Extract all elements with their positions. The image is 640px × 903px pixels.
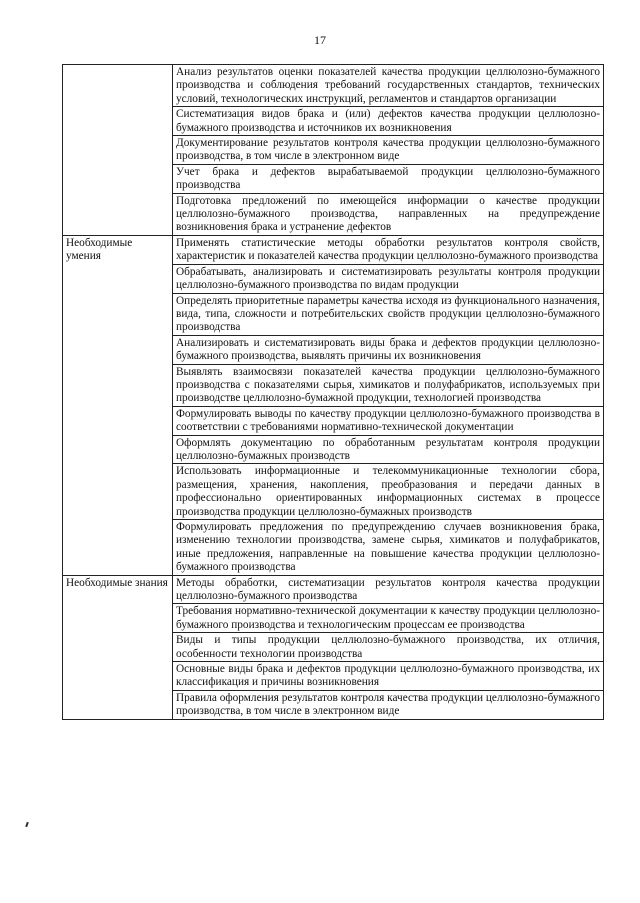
- section-category: Необходимые знания: [63, 575, 173, 719]
- requirement-item: Анализ результатов оценки показателей качества продукции целлюлозно-бумажного производства и соблюдения требований государственных стандартов, технических условий, технологических инструкций, регламентов и стандартов организации: [173, 65, 604, 107]
- requirement-item: Обрабатывать, анализировать и систематизировать результаты контроля продукции целлюлозно-бумажного производства по видам продукции: [173, 264, 604, 293]
- page-number: 17: [314, 33, 326, 47]
- section-category: [63, 65, 173, 236]
- requirement-item: Применять статистические методы обработки результатов контроля свойств, характеристик и показателей качества продукции целлюлозно-бумажного производства: [173, 235, 604, 264]
- requirement-item: Учет брака и дефектов вырабатываемой продукции целлюлозно-бумажного производства: [173, 164, 604, 193]
- table-row: [63, 575, 604, 604]
- table-row: [63, 235, 604, 264]
- requirement-item: Виды и типы продукции целлюлозно-бумажного производства, их отличия, особенности технологии производства: [173, 633, 604, 662]
- requirement-item: Требования нормативно-технической документации к качеству продукции целлюлозно-бумажного производства и технологическим процессам ее производства: [173, 604, 604, 633]
- requirement-item: Документирование результатов контроля качества продукции целлюлозно-бумажного производства, в том числе в электронном виде: [173, 136, 604, 165]
- margin-mark: [25, 822, 29, 827]
- requirements-table: [62, 64, 604, 720]
- requirement-item: Оформлять документацию по обработанным результатам контроля продукции целлюлозно-бумажных производств: [173, 435, 604, 464]
- requirement-item: Формулировать выводы по качеству продукции целлюлозно-бумажного производства в соответствии с требованиями нормативно-технической документации: [173, 406, 604, 435]
- requirement-item: Анализировать и систематизировать виды брака и дефектов продукции целлюлозно-бумажного производства, выявлять причины их возникновения: [173, 335, 604, 364]
- section-category: Необходимые умения: [63, 235, 173, 575]
- requirement-item: Правила оформления результатов контроля качества продукции целлюлозно-бумажного производства, в том числе в электронном виде: [173, 690, 604, 719]
- requirement-item: Систематизация видов брака и (или) дефектов качества продукции целлюлозно-бумажного производства и источников их возникновения: [173, 107, 604, 136]
- table-row: [63, 65, 604, 107]
- requirement-item: Подготовка предложений по имеющейся информации о качестве продукции целлюлозно-бумажного производства, направленных на предупреждение возникновения брака и устранение дефектов: [173, 193, 604, 235]
- requirement-item: Выявлять взаимосвязи показателей качества продукции целлюлозно-бумажного производства с показателями сырья, химикатов и полуфабрикатов, используемых при производстве целлюлозно-бумажной продукции, технологией производства: [173, 364, 604, 406]
- requirement-item: Формулировать предложения по предупреждению случаев возникновения брака, изменению технологии производства, замене сырья, химикатов и полуфабрикатов, иные предложения, направленные на повышение качества продукции целлюлозно-бумажного производства: [173, 520, 604, 576]
- requirement-item: Основные виды брака и дефектов продукции целлюлозно-бумажного производства, их классификация и причины возникновения: [173, 662, 604, 691]
- requirement-item: Методы обработки, систематизации результатов контроля качества продукции целлюлозно-бумажного производства: [173, 575, 604, 604]
- requirement-item: Использовать информационные и телекоммуникационные технологии сбора, размещения, хранения, накопления, преобразования и передачи данных в профессионально ориентированных информационных системах в процессе производства продукции целлюлозно-бумажных производств: [173, 464, 604, 520]
- requirement-item: Определять приоритетные параметры качества исходя из функционального назначения, вида, типа, сложности и потребительских свойств продукции целлюлозно-бумажного производства: [173, 293, 604, 335]
- requirements-table-body: [63, 65, 604, 720]
